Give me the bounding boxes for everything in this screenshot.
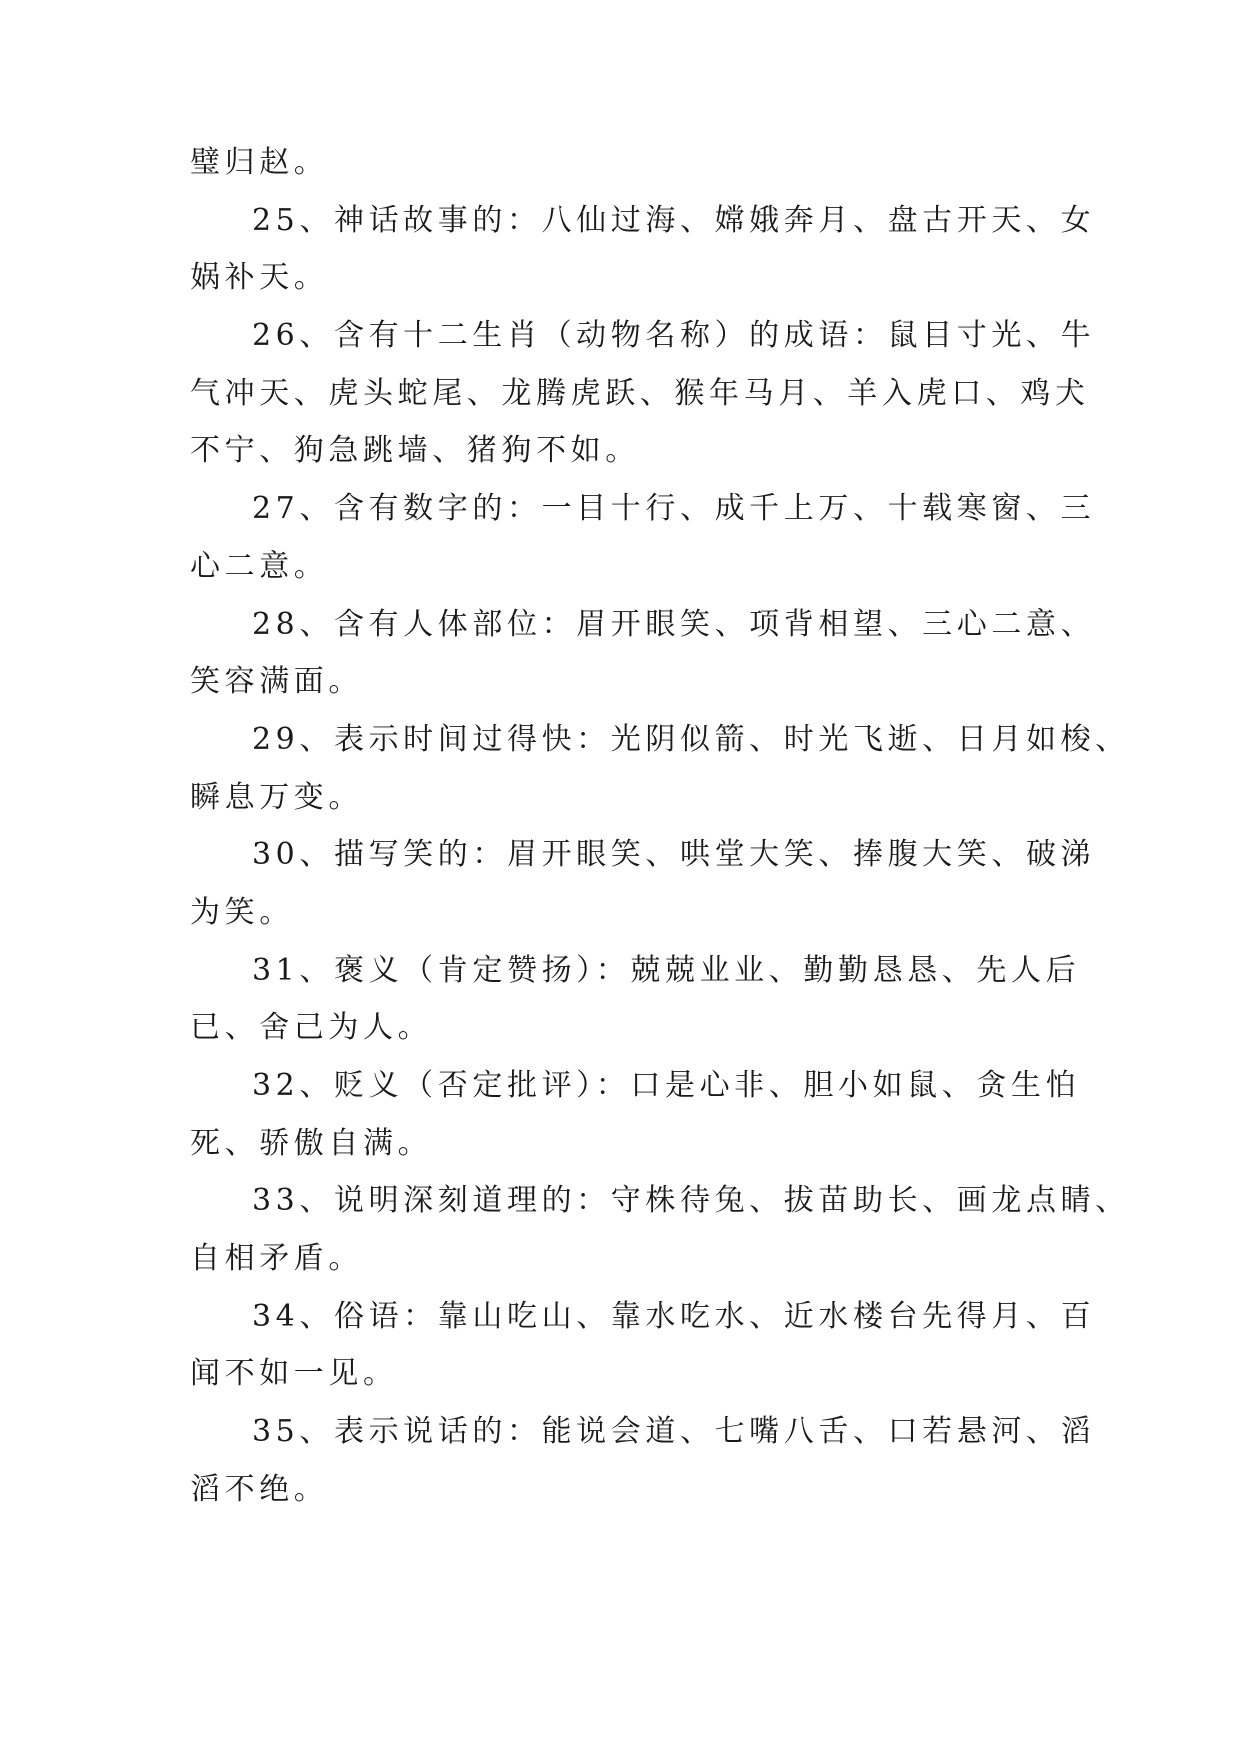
text-line: 35、表示说话的：能说会道、七嘴八舌、口若悬河、滔 xyxy=(252,1414,1096,1450)
text-line: 心二意。 xyxy=(190,548,329,584)
text-line: 不宁、狗急跳墙、猪狗不如。 xyxy=(190,433,640,469)
text-line: 已、舍己为人。 xyxy=(190,1010,433,1046)
text-line: 28、含有人体部位：眉开眼笑、项背相望、三心二意、 xyxy=(252,606,1096,642)
body-text xyxy=(190,134,1130,1519)
text-line: 26、含有十二生肖（动物名称）的成语：鼠目寸光、牛 xyxy=(252,318,1096,354)
text-line: 闻不如一见。 xyxy=(190,1356,398,1392)
text-line: 自相矛盾。 xyxy=(190,1241,363,1277)
text-line: 25、神话故事的：八仙过海、嫦娥奔月、盘古开天、女 xyxy=(252,202,1096,238)
text-line: 31、褒义（肯定赞扬）：兢兢业业、勤勤恳恳、先人后 xyxy=(252,952,1081,988)
text-line: 29、表示时间过得快：光阴似箭、时光飞逝、日月如梭、 xyxy=(252,721,1130,757)
text-line: 30、描写笑的：眉开眼笑、哄堂大笑、捧腹大笑、破涕 xyxy=(252,837,1096,873)
text-line: 气冲天、虎头蛇尾、龙腾虎跃、猴年马月、羊入虎口、鸡犬 xyxy=(190,375,1090,411)
text-line: 为笑。 xyxy=(190,894,294,930)
text-line: 笑容满面。 xyxy=(190,664,363,700)
text-line: 瞬息万变。 xyxy=(190,779,363,815)
text-line: 滔不绝。 xyxy=(190,1471,329,1507)
text-line: 34、俗语：靠山吃山、靠水吃水、近水楼台先得月、百 xyxy=(252,1298,1096,1334)
text-line: 璧归赵。 xyxy=(190,145,329,180)
text-line: 27、含有数字的：一目十行、成千上万、十载寒窗、三 xyxy=(252,491,1096,527)
text-line: 33、说明深刻道理的：守株待兔、拔苗助长、画龙点睛、 xyxy=(252,1183,1130,1219)
text-line: 32、贬义（否定批评）：口是心非、胆小如鼠、贪生怕 xyxy=(252,1068,1081,1103)
text-line: 娲补天。 xyxy=(190,260,329,296)
text-line: 死、骄傲自满。 xyxy=(190,1125,433,1161)
